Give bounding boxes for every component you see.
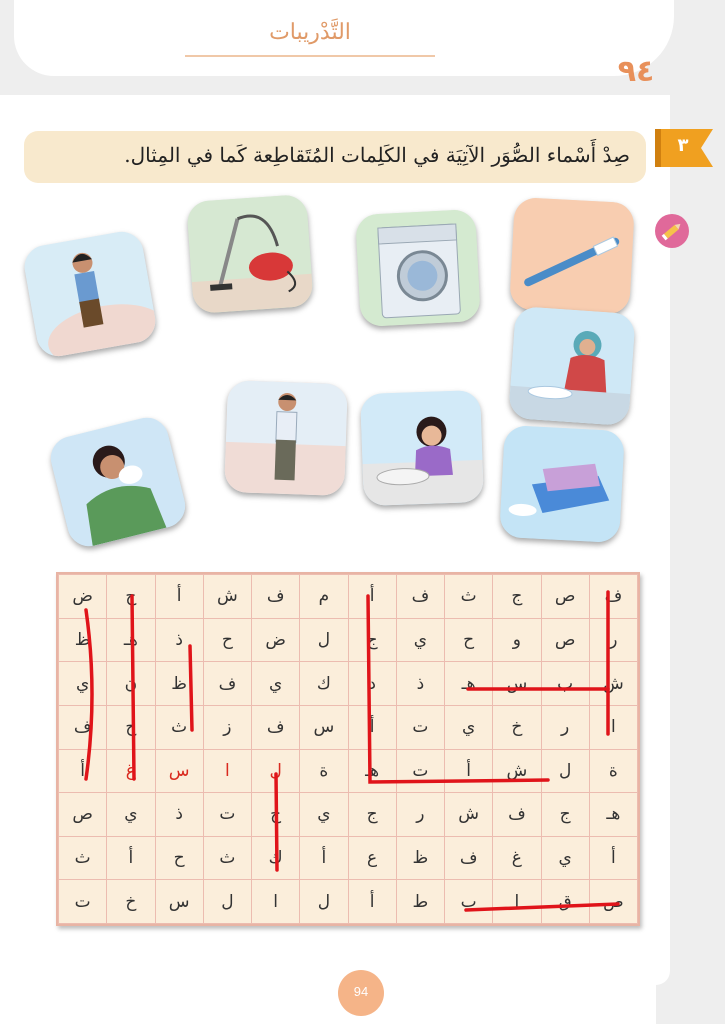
grid-cell[interactable]: ف <box>493 793 541 837</box>
grid-cell[interactable]: س <box>300 705 348 749</box>
grid-cell[interactable]: ح <box>155 836 203 880</box>
grid-cell[interactable]: ب <box>541 662 589 706</box>
pencil-icon <box>655 214 689 248</box>
grid-cell[interactable]: ج <box>493 575 541 619</box>
grid-cell[interactable]: ل <box>252 749 300 793</box>
grid-cell[interactable]: ف <box>252 575 300 619</box>
grid-cell[interactable]: ص <box>541 618 589 662</box>
grid-row <box>59 880 638 924</box>
grid-cell[interactable]: غ <box>493 836 541 880</box>
page-number-footer-text: 94 <box>353 984 369 999</box>
clean-boy-card <box>224 380 348 496</box>
grid-row <box>59 575 638 619</box>
grid-cell[interactable]: ج <box>252 793 300 837</box>
grid-cell[interactable]: م <box>300 575 348 619</box>
girl-washing-hands-icon <box>360 390 484 506</box>
grid-cell[interactable]: ق <box>541 880 589 924</box>
word-search-grid <box>56 572 640 926</box>
grid-cell[interactable]: ظ <box>396 836 444 880</box>
washing-machine-card <box>355 209 481 327</box>
grid-cell[interactable]: ص <box>541 575 589 619</box>
soap-icon <box>499 425 625 543</box>
grid-cell[interactable]: هـ <box>348 749 396 793</box>
washing-machine-icon <box>355 209 481 327</box>
grid-cell[interactable]: ج <box>541 793 589 837</box>
grid-cell[interactable]: ر <box>541 705 589 749</box>
toothbrush-icon <box>509 197 635 315</box>
grid-cell[interactable]: ز <box>203 705 251 749</box>
page-number-top: ٩٤ <box>617 54 655 89</box>
grid-cell[interactable]: ة <box>589 749 637 793</box>
grid-cell[interactable]: ي <box>541 836 589 880</box>
grid-cell[interactable]: ف <box>445 836 493 880</box>
grid-cell[interactable]: أ <box>348 575 396 619</box>
grid-cell[interactable]: هـ <box>107 618 155 662</box>
grid-cell[interactable]: ل <box>203 880 251 924</box>
woman-washing-dishes-icon <box>508 306 636 426</box>
grid-cell[interactable]: ك <box>252 836 300 880</box>
grid-cell[interactable]: ا <box>493 880 541 924</box>
instruction-box <box>24 131 646 183</box>
grid-cell[interactable]: ل <box>300 618 348 662</box>
grid-cell[interactable]: ت <box>396 705 444 749</box>
grid-cell[interactable]: ش <box>203 575 251 619</box>
grid-cell[interactable]: ح <box>445 618 493 662</box>
soap-card <box>499 425 625 543</box>
grid-cell[interactable]: ش <box>589 662 637 706</box>
grid-cell[interactable]: ج <box>348 618 396 662</box>
page-number-footer <box>338 970 384 1016</box>
grid-cell[interactable]: ف <box>59 705 107 749</box>
grid-cell[interactable]: هـ <box>589 793 637 837</box>
grid-cell[interactable]: أ <box>445 749 493 793</box>
grid-cell[interactable]: خ <box>107 880 155 924</box>
grid-cell[interactable]: ل <box>300 880 348 924</box>
grid-cell[interactable]: ل <box>541 749 589 793</box>
grid-cell[interactable]: ب <box>445 880 493 924</box>
grid-cell[interactable]: ش <box>445 793 493 837</box>
grid-cell[interactable]: ي <box>252 662 300 706</box>
grid-cell[interactable]: ت <box>203 793 251 837</box>
grid-cell[interactable]: ع <box>348 836 396 880</box>
grid-cell[interactable]: د <box>348 662 396 706</box>
vacuum-cleaner-icon <box>186 194 314 314</box>
grid-cell[interactable]: س <box>155 880 203 924</box>
grid-cell[interactable]: ذ <box>396 662 444 706</box>
grid-row <box>59 618 638 662</box>
grid-cell[interactable]: أ <box>348 705 396 749</box>
unit-title: التَّدْريبات <box>269 20 351 45</box>
grid-cell[interactable]: ذ <box>155 618 203 662</box>
coughing-boy-card <box>21 228 159 359</box>
grid-cell[interactable]: أ <box>59 749 107 793</box>
grid-cell[interactable]: ث <box>59 836 107 880</box>
grid-cell[interactable]: ف <box>589 575 637 619</box>
grid-cell[interactable]: ض <box>252 618 300 662</box>
grid-cell[interactable]: ي <box>300 793 348 837</box>
grid-cell[interactable]: ج <box>107 575 155 619</box>
grid-cell[interactable]: ة <box>300 749 348 793</box>
grid-cell[interactable]: خ <box>493 705 541 749</box>
grid-cell[interactable]: ذ <box>155 793 203 837</box>
grid-cell[interactable]: أ <box>348 880 396 924</box>
grid-cell[interactable]: هـ <box>445 662 493 706</box>
title-underline <box>185 55 435 57</box>
grid-cell[interactable]: ف <box>203 662 251 706</box>
grid-cell[interactable]: ي <box>445 705 493 749</box>
grid-cell[interactable]: ش <box>493 749 541 793</box>
grid-cell[interactable]: ث <box>155 705 203 749</box>
handwash-card <box>360 390 484 506</box>
clean-boy-icon <box>224 380 348 496</box>
grid-cell[interactable]: ط <box>396 880 444 924</box>
boy-coughing-icon <box>21 228 159 359</box>
grid-cell[interactable]: ا <box>203 749 251 793</box>
grid-cell[interactable]: ا <box>252 880 300 924</box>
grid-cell[interactable]: ي <box>107 793 155 837</box>
grid-row <box>59 662 638 706</box>
grid-cell[interactable]: ك <box>300 662 348 706</box>
grid-cell[interactable]: أ <box>155 575 203 619</box>
dishes-card <box>508 306 636 426</box>
grid-cell[interactable]: ر <box>396 793 444 837</box>
grid-cell[interactable]: أ <box>107 836 155 880</box>
grid-row <box>59 749 638 793</box>
grid-cell[interactable]: ن <box>107 662 155 706</box>
grid-cell[interactable]: ا <box>589 705 637 749</box>
grid-cell[interactable]: ض <box>59 575 107 619</box>
grid-cell[interactable]: ج <box>348 793 396 837</box>
grid-cell[interactable]: ت <box>59 880 107 924</box>
grid-cell[interactable]: ح <box>203 618 251 662</box>
grid-cell[interactable]: ص <box>589 880 637 924</box>
grid-row <box>59 836 638 880</box>
grid-cell[interactable]: ث <box>445 575 493 619</box>
exercise-number: ٣ <box>677 135 689 156</box>
grid-cell[interactable]: س <box>155 749 203 793</box>
grid-cell[interactable]: و <box>493 618 541 662</box>
grid-cell[interactable]: ظ <box>155 662 203 706</box>
grid-cell[interactable]: ي <box>396 618 444 662</box>
grid-cell[interactable]: أ <box>589 836 637 880</box>
grid-cell[interactable]: ر <box>589 618 637 662</box>
grid-cell[interactable]: ح <box>107 705 155 749</box>
grid-row <box>59 793 638 837</box>
grid-cell[interactable]: ي <box>59 662 107 706</box>
grid-cell[interactable]: غ <box>107 749 155 793</box>
grid-table <box>58 574 638 924</box>
instruction-text: صِدْ أَسْماء الصُّوَر الآتِيَة في الكَلِمات المُتَقاطِعة كَما في المِثال. <box>124 143 630 167</box>
grid-row <box>59 705 638 749</box>
toothbrush-card <box>509 197 635 315</box>
grid-cell[interactable]: ف <box>396 575 444 619</box>
grid-cell[interactable]: ظ <box>59 618 107 662</box>
grid-cell[interactable]: ف <box>252 705 300 749</box>
grid-cell[interactable]: ت <box>396 749 444 793</box>
exercise-ribbon <box>655 129 715 167</box>
grid-cell[interactable]: ث <box>203 836 251 880</box>
vacuum-card <box>186 194 314 314</box>
grid-cell[interactable]: أ <box>300 836 348 880</box>
grid-cell[interactable]: ص <box>59 793 107 837</box>
grid-cell[interactable]: س <box>493 662 541 706</box>
